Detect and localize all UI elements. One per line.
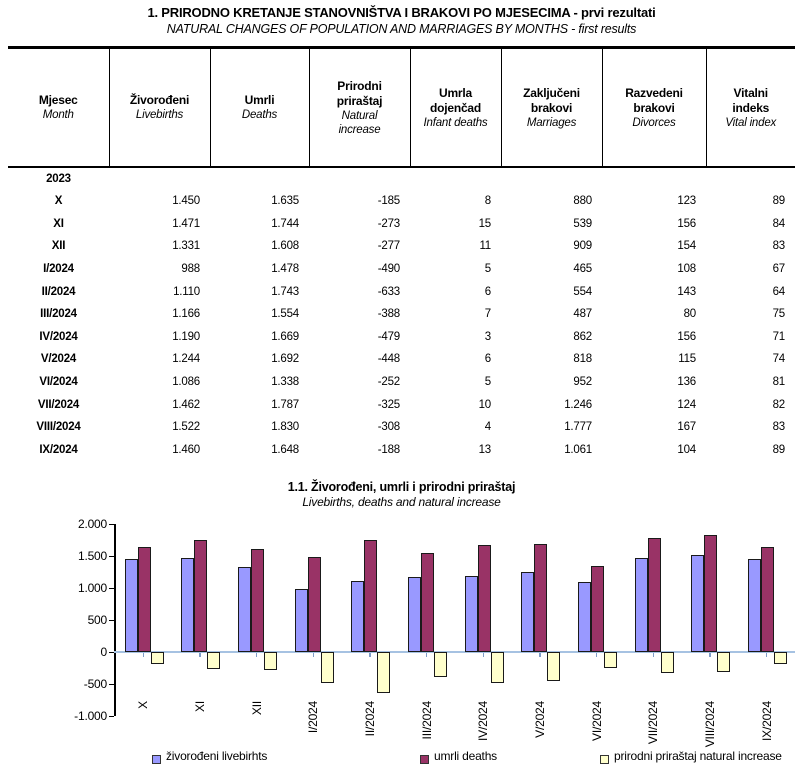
vital-index-cell: 83 bbox=[772, 240, 785, 253]
livebirths-cell: 1.450 bbox=[172, 195, 200, 208]
y-axis-tick bbox=[109, 684, 114, 685]
column-label-en: Month bbox=[42, 109, 74, 121]
marriages-cell: 487 bbox=[573, 308, 592, 321]
deaths-cell: 1.635 bbox=[271, 195, 299, 208]
bar-natural-increase-IX/2024 bbox=[774, 652, 787, 664]
chart-subtitle: Livebirths, deaths and natural increase bbox=[302, 495, 501, 509]
column-label-en: Infant deaths bbox=[423, 116, 488, 129]
bar-natural-increase-VII/2024 bbox=[661, 652, 674, 673]
divorces-cell: 143 bbox=[677, 285, 696, 298]
bar-livebirths-VIII/2024 bbox=[691, 555, 704, 652]
livebirths-cell: 1.244 bbox=[172, 353, 200, 366]
category-label: X bbox=[136, 701, 151, 709]
column-label-hr: Razvedeni brakovi bbox=[625, 85, 683, 115]
bar-natural-increase-X bbox=[151, 652, 164, 664]
column-header-divorces bbox=[602, 48, 706, 168]
column-label-hr: Prirodni priraštaj bbox=[336, 78, 383, 108]
table-row bbox=[8, 416, 795, 439]
month-cell: III/2024 bbox=[40, 308, 77, 321]
marriages-cell: 554 bbox=[573, 285, 592, 298]
y-axis-label: 1.500 bbox=[77, 548, 107, 563]
divorces-cell: 156 bbox=[677, 217, 696, 230]
category-label: II/2024 bbox=[363, 701, 377, 737]
category-label: I/2024 bbox=[306, 701, 321, 734]
natural-increase-cell: -325 bbox=[377, 398, 400, 411]
livebirths-cell: 1.471 bbox=[172, 217, 200, 230]
month-cell: XI bbox=[53, 217, 64, 230]
livebirths-cell: 1.166 bbox=[172, 308, 200, 321]
natural-increase-cell: -633 bbox=[377, 285, 400, 298]
bar-livebirths-VI/2024 bbox=[578, 582, 591, 652]
category-label: VI/2024 bbox=[589, 701, 604, 741]
column-header-livebirths bbox=[109, 48, 210, 168]
divorces-cell: 80 bbox=[683, 308, 696, 321]
category-tick bbox=[709, 653, 711, 657]
table-row bbox=[8, 213, 795, 236]
bar-livebirths-II/2024 bbox=[351, 581, 364, 652]
bar-livebirths-VII/2024 bbox=[635, 558, 648, 652]
y-axis-label: 2.000 bbox=[77, 516, 107, 531]
bar-deaths-I/2024 bbox=[308, 557, 321, 652]
column-header-marriages bbox=[501, 48, 602, 168]
category-tick bbox=[483, 653, 485, 657]
category-tick bbox=[199, 653, 201, 657]
infant-deaths-cell: 10 bbox=[478, 398, 491, 411]
bar-natural-increase-IV/2024 bbox=[491, 652, 504, 683]
deaths-cell: 1.478 bbox=[271, 263, 299, 276]
vital-index-cell: 84 bbox=[772, 217, 785, 230]
vital-index-cell: 83 bbox=[772, 421, 785, 434]
infant-deaths-cell: 4 bbox=[484, 421, 491, 434]
column-header-vital-index bbox=[706, 48, 795, 168]
marriages-cell: 818 bbox=[573, 353, 592, 366]
column-label-en: Natural increase bbox=[338, 109, 381, 136]
deaths-cell: 1.669 bbox=[271, 330, 299, 343]
divorces-cell: 104 bbox=[677, 443, 696, 456]
legend-swatch-livebirths bbox=[152, 755, 161, 764]
month-cell: V/2024 bbox=[40, 353, 77, 366]
category-label: IV/2024 bbox=[476, 701, 491, 741]
table-row bbox=[8, 371, 795, 394]
bar-deaths-VI/2024 bbox=[591, 566, 604, 652]
bar-deaths-XII bbox=[251, 549, 264, 652]
deaths-cell: 1.692 bbox=[271, 353, 299, 366]
y-axis-tick bbox=[109, 716, 114, 717]
bar-natural-increase-XII bbox=[264, 652, 277, 670]
marriages-cell: 539 bbox=[573, 217, 592, 230]
column-label-hr: Umrli bbox=[244, 93, 275, 107]
month-cell: I/2024 bbox=[43, 263, 74, 276]
bar-deaths-XI bbox=[194, 540, 207, 652]
y-axis-label: -1.000 bbox=[74, 708, 107, 723]
marriages-cell: 1.777 bbox=[564, 421, 592, 434]
column-header-infant-deaths bbox=[410, 48, 501, 168]
legend-swatch-natural-increase bbox=[600, 755, 609, 764]
natural-increase-cell: -388 bbox=[377, 308, 400, 321]
natural-increase-cell: -308 bbox=[377, 421, 400, 434]
month-cell: II/2024 bbox=[41, 285, 76, 298]
bar-livebirths-XII bbox=[238, 567, 251, 652]
column-label-en: Livebirths bbox=[135, 109, 184, 121]
column-label-en: Divorces bbox=[632, 116, 676, 129]
divorces-cell: 154 bbox=[677, 240, 696, 253]
category-label: III/2024 bbox=[419, 701, 434, 740]
infant-deaths-cell: 8 bbox=[484, 195, 491, 208]
category-tick bbox=[369, 653, 371, 657]
table-row bbox=[8, 439, 795, 462]
vital-index-cell: 71 bbox=[772, 330, 785, 343]
table-row bbox=[8, 280, 795, 303]
marriages-cell: 1.061 bbox=[564, 443, 592, 456]
infant-deaths-cell: 6 bbox=[484, 285, 491, 298]
category-label: VIII/2024 bbox=[703, 701, 717, 748]
category-label: XI bbox=[193, 701, 207, 712]
year-row bbox=[8, 167, 795, 190]
natural-increase-cell: -252 bbox=[377, 376, 400, 389]
y-axis-label: 500 bbox=[87, 612, 107, 627]
deaths-cell: 1.338 bbox=[271, 376, 299, 389]
category-tick bbox=[596, 653, 598, 657]
deaths-cell: 1.554 bbox=[271, 308, 299, 321]
livebirths-cell: 1.462 bbox=[172, 398, 200, 411]
column-label-hr: Zaključeni brakovi bbox=[523, 85, 580, 115]
page-subtitle: NATURAL CHANGES OF POPULATION AND MARRIAGES BY MONTHS - first results bbox=[166, 22, 637, 36]
legend-swatch-deaths bbox=[420, 755, 429, 764]
vital-index-cell: 82 bbox=[772, 398, 785, 411]
column-label-hr: Vitalni indeks bbox=[732, 85, 770, 115]
marriages-cell: 862 bbox=[573, 330, 592, 343]
bar-natural-increase-V/2024 bbox=[547, 652, 560, 681]
bar-livebirths-IX/2024 bbox=[748, 559, 761, 652]
bar-natural-increase-VI/2024 bbox=[604, 652, 617, 668]
bar-natural-increase-XI bbox=[207, 652, 220, 669]
divorces-cell: 156 bbox=[677, 330, 696, 343]
category-label: V/2024 bbox=[533, 701, 547, 738]
column-label-en: Marriages bbox=[526, 116, 577, 129]
category-tick bbox=[143, 653, 145, 657]
category-label: IX/2024 bbox=[759, 701, 774, 741]
bar-deaths-IX/2024 bbox=[761, 547, 774, 652]
column-label-hr: Mjesec bbox=[38, 93, 78, 107]
deaths-cell: 1.608 bbox=[271, 240, 299, 253]
results-table-wrapper bbox=[8, 46, 795, 461]
vital-index-cell: 81 bbox=[772, 376, 785, 389]
livebirths-cell: 988 bbox=[181, 263, 200, 276]
month-cell: IX/2024 bbox=[39, 443, 78, 456]
livebirths-cell: 1.086 bbox=[172, 376, 200, 389]
divorces-cell: 115 bbox=[678, 353, 696, 366]
natural-increase-cell: -448 bbox=[377, 353, 400, 366]
divorces-cell: 123 bbox=[677, 195, 696, 208]
natural-increase-cell: -273 bbox=[377, 217, 400, 230]
column-label-en: Deaths bbox=[241, 109, 278, 121]
results-table bbox=[8, 46, 795, 461]
vital-index-cell: 89 bbox=[772, 443, 785, 456]
category-label: VII/2024 bbox=[646, 701, 661, 745]
page-title: 1. PRIRODNO KRETANJE STANOVNIŠTVA I BRAKOVI PO MJESECIMA - prvi rezultati bbox=[147, 5, 656, 20]
vital-index-cell: 75 bbox=[772, 308, 785, 321]
divorces-cell: 167 bbox=[677, 421, 696, 434]
column-header-month bbox=[8, 48, 109, 168]
infant-deaths-cell: 5 bbox=[484, 263, 491, 276]
y-axis-label: 0 bbox=[100, 644, 107, 659]
category-tick bbox=[426, 653, 428, 657]
column-header-deaths bbox=[210, 48, 309, 168]
month-cell: VI/2024 bbox=[39, 376, 78, 389]
deaths-cell: 1.744 bbox=[271, 217, 299, 230]
legend-label-livebirths: živorođeni livebirhts bbox=[166, 749, 268, 763]
column-label-hr: Živorođeni bbox=[129, 93, 190, 107]
marriages-cell: 1.246 bbox=[564, 398, 592, 411]
livebirths-cell: 1.190 bbox=[172, 330, 200, 343]
bar-deaths-VIII/2024 bbox=[704, 535, 717, 652]
category-tick bbox=[256, 653, 258, 657]
category-tick bbox=[653, 653, 655, 657]
bar-livebirths-I/2024 bbox=[295, 589, 308, 652]
legend-label-natural-increase: prirodni priraštaj natural increase bbox=[614, 749, 782, 763]
livebirths-cell: 1.110 bbox=[173, 285, 200, 298]
infant-deaths-cell: 5 bbox=[484, 376, 491, 389]
chart-canvas bbox=[0, 478, 803, 780]
bar-deaths-VII/2024 bbox=[648, 538, 661, 652]
column-label-hr: Umrla dojenčad bbox=[429, 85, 482, 115]
livebirths-cell: 1.331 bbox=[172, 240, 200, 253]
deaths-cell: 1.648 bbox=[271, 443, 299, 456]
column-header-natural-increase bbox=[309, 48, 410, 168]
category-label: XII bbox=[249, 701, 264, 716]
vital-index-cell: 89 bbox=[772, 195, 785, 208]
bar-livebirths-XI bbox=[181, 558, 194, 652]
vital-index-cell: 74 bbox=[772, 353, 785, 366]
month-cell: VII/2024 bbox=[37, 398, 80, 411]
table-row bbox=[8, 326, 795, 349]
natural-increase-cell: -188 bbox=[377, 443, 400, 456]
month-cell: VIII/2024 bbox=[36, 421, 81, 434]
month-cell: X bbox=[54, 195, 63, 208]
infant-deaths-cell: 3 bbox=[484, 330, 491, 343]
category-tick bbox=[766, 653, 768, 657]
natural-increase-cell: -490 bbox=[377, 263, 400, 276]
table-body bbox=[8, 167, 795, 461]
bar-natural-increase-I/2024 bbox=[321, 652, 334, 683]
category-tick bbox=[313, 653, 315, 657]
natural-increase-cell: -185 bbox=[377, 195, 400, 208]
chart-title: 1.1. Živorođeni, umrli i prirodni priraštaj bbox=[287, 480, 516, 494]
infant-deaths-cell: 7 bbox=[484, 308, 491, 321]
column-label-en: Vital index bbox=[725, 116, 777, 129]
bar-deaths-V/2024 bbox=[534, 544, 547, 652]
table-row bbox=[8, 258, 795, 281]
bar-natural-increase-VIII/2024 bbox=[717, 652, 730, 672]
y-axis-tick bbox=[109, 524, 114, 525]
bar-livebirths-V/2024 bbox=[521, 572, 534, 652]
divorces-cell: 136 bbox=[677, 376, 696, 389]
divorces-cell: 124 bbox=[677, 398, 696, 411]
marriages-cell: 465 bbox=[573, 263, 592, 276]
livebirths-cell: 1.522 bbox=[172, 421, 200, 434]
natural-increase-cell: -479 bbox=[377, 330, 400, 343]
bar-livebirths-IV/2024 bbox=[465, 576, 478, 652]
deaths-cell: 1.743 bbox=[271, 285, 299, 298]
infant-deaths-cell: 13 bbox=[478, 443, 491, 456]
infant-deaths-cell: 11 bbox=[479, 240, 491, 253]
year-cell: 2023 bbox=[46, 173, 71, 185]
y-axis-label: 1.000 bbox=[77, 580, 107, 595]
bar-deaths-X bbox=[138, 547, 151, 652]
month-cell: IV/2024 bbox=[39, 330, 78, 343]
table-row bbox=[8, 348, 795, 371]
infant-deaths-cell: 15 bbox=[478, 217, 491, 230]
marriages-cell: 880 bbox=[573, 195, 592, 208]
category-tick bbox=[539, 653, 541, 657]
y-axis-tick bbox=[109, 620, 114, 621]
table-row bbox=[8, 393, 795, 416]
table-row bbox=[8, 235, 795, 258]
natural-increase-cell: -277 bbox=[377, 240, 400, 253]
marriages-cell: 952 bbox=[573, 376, 592, 389]
y-axis-label: -500 bbox=[83, 676, 107, 691]
deaths-cell: 1.787 bbox=[271, 398, 299, 411]
divorces-cell: 108 bbox=[677, 263, 696, 276]
bar-deaths-III/2024 bbox=[421, 553, 434, 652]
table-row bbox=[8, 303, 795, 326]
bar-natural-increase-III/2024 bbox=[434, 652, 447, 677]
month-cell: XII bbox=[51, 240, 66, 253]
bar-deaths-II/2024 bbox=[364, 540, 377, 652]
deaths-cell: 1.830 bbox=[271, 421, 299, 434]
livebirths-cell: 1.460 bbox=[172, 443, 200, 456]
infant-deaths-cell: 6 bbox=[484, 353, 491, 366]
table-row bbox=[8, 190, 795, 213]
bar-deaths-IV/2024 bbox=[478, 545, 491, 652]
y-axis-tick bbox=[109, 588, 114, 589]
vital-index-cell: 67 bbox=[772, 263, 785, 276]
bar-natural-increase-II/2024 bbox=[377, 652, 390, 693]
bar-livebirths-III/2024 bbox=[408, 577, 421, 652]
vital-index-cell: 64 bbox=[772, 285, 785, 298]
y-axis-line bbox=[114, 524, 116, 716]
table-header-row bbox=[8, 48, 795, 168]
bar-livebirths-X bbox=[125, 559, 138, 652]
y-axis-tick bbox=[109, 556, 114, 557]
legend-label-deaths: umrli deaths bbox=[434, 749, 497, 763]
marriages-cell: 909 bbox=[573, 240, 592, 253]
